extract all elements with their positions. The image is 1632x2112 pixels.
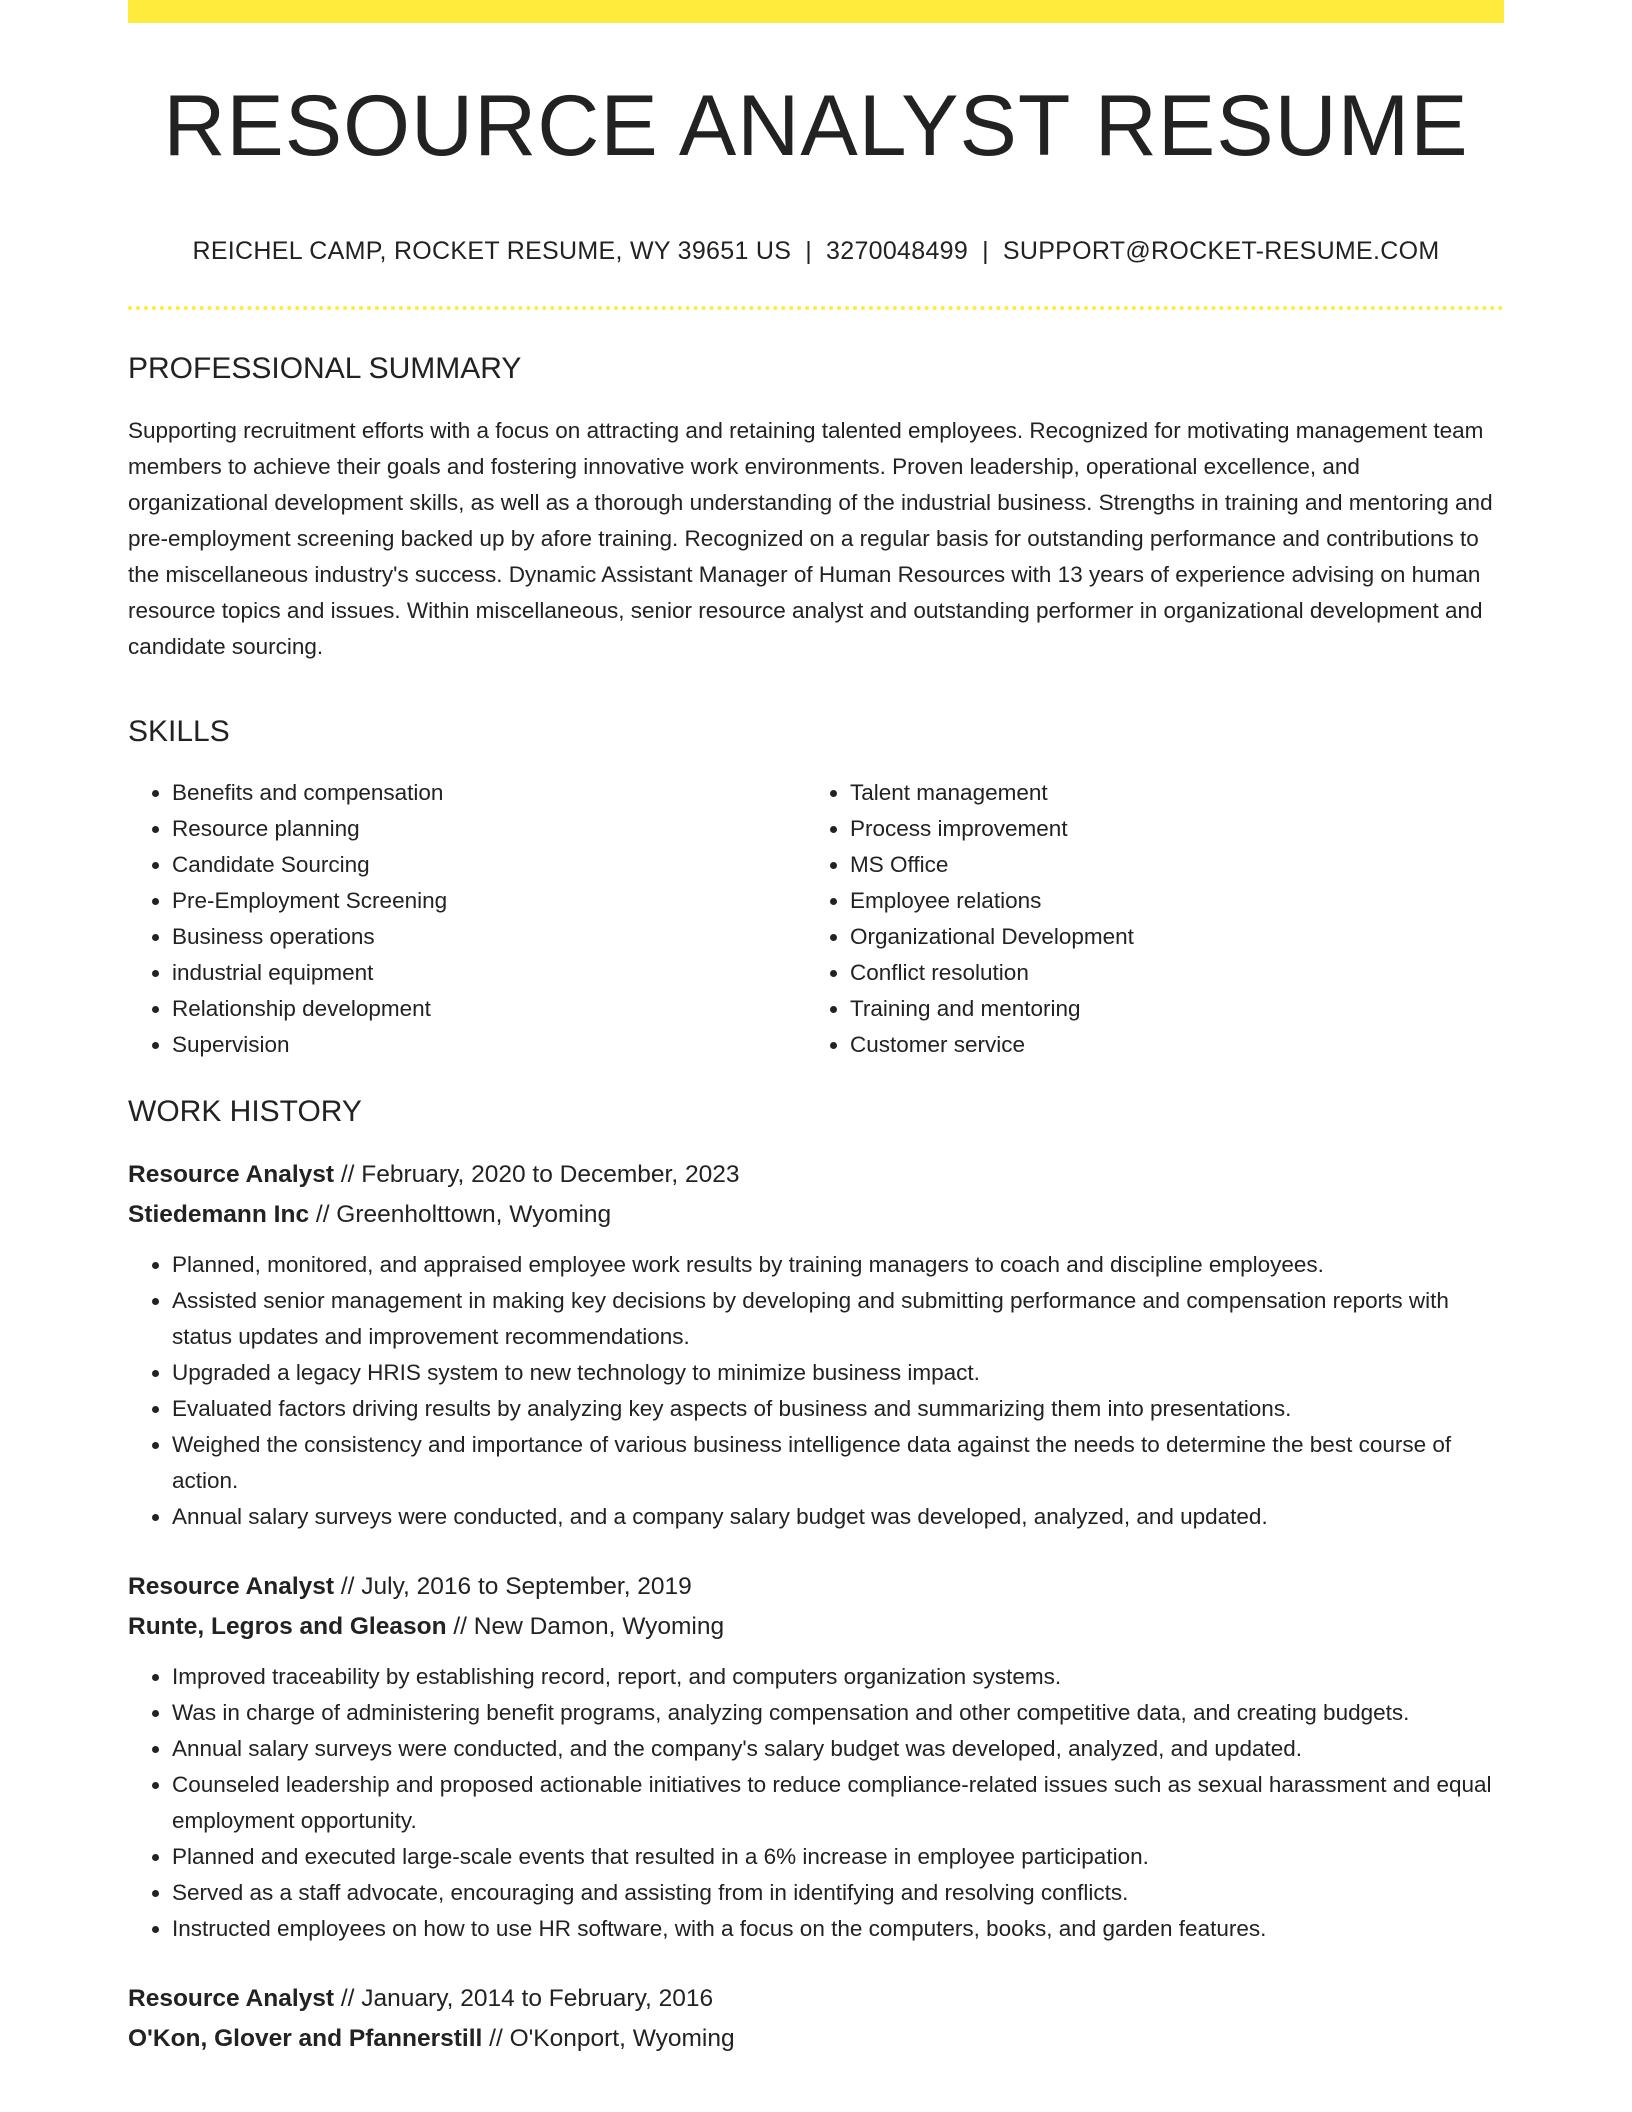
skill-item: • Employee relations: [850, 883, 1484, 919]
job-bullet: • Upgraded a legacy HRIS system to new technology to minimize business impact.: [172, 1355, 1504, 1391]
skills-heading: SKILLS: [128, 715, 230, 748]
job-bullets: [128, 1247, 1504, 1535]
skill-item: • industrial equipment: [172, 955, 806, 991]
contact-line: [128, 237, 1504, 266]
job-location: // O'Konport, Wyoming: [482, 2025, 735, 2052]
job-company-line: [128, 2019, 1504, 2059]
job-entry: [128, 1567, 1504, 1947]
skill-item: • MS Office: [850, 847, 1484, 883]
dotted-divider: [128, 306, 1504, 310]
job-location: // New Damon, Wyoming: [446, 1613, 725, 1640]
skill-item: • Business operations: [172, 919, 806, 955]
job-bullet: • Evaluated factors driving results by analyzing key aspects of business and summarizing them into presentations.: [172, 1391, 1504, 1427]
skill-item: • Pre-Employment Screening: [172, 883, 806, 919]
contact-phone: 3270048499: [826, 237, 969, 265]
summary-text: Supporting recruitment efforts with a focus on attracting and retaining talented employees. Recognized for motivating management team members to achieve their goals and fostering innovative work environments. Proven leadership, operational excellence, and organizational development skills, as well as a thorough understanding of the industrial business. Strengths in training and mentoring and pre-employment screening backed up by afore training. Recognized on a regular basis for outstanding performance and contributions to the miscellaneous industry's success. Dynamic Assistant Manager of Human Resources with 13 years of experience advising on human resource topics and issues. Within miscellaneous, senior resource analyst and outstanding performer in organizational development and candidate sourcing.: [128, 418, 1493, 659]
job-dates: // January, 2014 to February, 2016: [334, 1985, 714, 2012]
skill-item: • Benefits and compensation: [172, 775, 806, 811]
job-dates: // February, 2020 to December, 2023: [334, 1161, 740, 1188]
job-role: Resource Analyst: [128, 1985, 335, 2012]
job-bullet: • Was in charge of administering benefit programs, analyzing compensation and other competitive data, and creating budgets.: [172, 1695, 1504, 1731]
job-entry: [128, 1155, 1504, 1535]
job-title-line: [128, 1979, 1504, 2019]
job-bullets: [128, 1659, 1504, 1947]
resume-title: RESOURCE ANALYST RESUME: [163, 78, 1469, 174]
skill-item: • Customer service: [850, 1027, 1484, 1063]
top-accent-bar: [128, 0, 1504, 23]
summary-heading: PROFESSIONAL SUMMARY: [128, 352, 522, 385]
job-bullet: • Planned, monitored, and appraised employee work results by training managers to coach and discipline employees.: [172, 1247, 1504, 1283]
job-dates: // July, 2016 to September, 2019: [334, 1573, 692, 1600]
job-bullet: • Annual salary surveys were conducted, and the company's salary budget was developed, analyzed, and updated.: [172, 1731, 1504, 1767]
job-company-line: [128, 1607, 1504, 1647]
skill-item: • Conflict resolution: [850, 955, 1484, 991]
skill-item: • Process improvement: [850, 811, 1484, 847]
job-title-line: [128, 1155, 1504, 1195]
skills-list: [128, 775, 1504, 1063]
skill-item: • Supervision: [172, 1027, 806, 1063]
resume-page: [128, 0, 1504, 2059]
job-company: O'Kon, Glover and Pfannerstill: [128, 2025, 483, 2052]
job-company: Runte, Legros and Gleason: [128, 1613, 447, 1640]
skill-item: • Candidate Sourcing: [172, 847, 806, 883]
job-role: Resource Analyst: [128, 1161, 335, 1188]
job-location: // Greenholttown, Wyoming: [309, 1201, 612, 1228]
skill-item: • Training and mentoring: [850, 991, 1484, 1027]
job-bullet: • Improved traceability by establishing record, report, and computers organization systems.: [172, 1659, 1504, 1695]
skills-column-right: [806, 775, 1484, 1063]
job-title-line: [128, 1567, 1504, 1607]
job-bullet: • Weighed the consistency and importance of various business intelligence data against the needs to determine the best course of action.: [172, 1427, 1504, 1499]
job-bullet: • Assisted senior management in making key decisions by developing and submitting performance and compensation reports with status updates and improvement recommendations.: [172, 1283, 1504, 1355]
work-history-heading: WORK HISTORY: [128, 1095, 362, 1128]
contact-separator: |: [982, 237, 989, 265]
contact-address: REICHEL CAMP, ROCKET RESUME, WY 39651 US: [192, 237, 792, 265]
skill-item: • Organizational Development: [850, 919, 1484, 955]
job-bullet: • Counseled leadership and proposed actionable initiatives to reduce compliance-related issues such as sexual harassment and equal employment opportunity.: [172, 1767, 1504, 1839]
contact-separator: |: [805, 237, 813, 265]
job-bullet: • Instructed employees on how to use HR software, with a focus on the computers, books, and garden features.: [172, 1911, 1504, 1947]
job-entry: [128, 1979, 1504, 2059]
job-role: Resource Analyst: [128, 1573, 335, 1600]
job-company: Stiedemann Inc: [128, 1201, 310, 1228]
job-bullet: • Planned and executed large-scale events that resulted in a 6% increase in employee participation.: [172, 1839, 1504, 1875]
skill-item: • Relationship development: [172, 991, 806, 1027]
job-bullet: • Annual salary surveys were conducted, and a company salary budget was developed, analyzed, and updated.: [172, 1499, 1504, 1535]
skills-column-left: [128, 775, 806, 1063]
job-company-line: [128, 1195, 1504, 1235]
job-bullet: • Served as a staff advocate, encouraging and assisting from in identifying and resolving conflicts.: [172, 1875, 1504, 1911]
contact-email: SUPPORT@ROCKET-RESUME.COM: [1002, 237, 1440, 265]
skill-item: • Resource planning: [172, 811, 806, 847]
skill-item: • Talent management: [850, 775, 1484, 811]
